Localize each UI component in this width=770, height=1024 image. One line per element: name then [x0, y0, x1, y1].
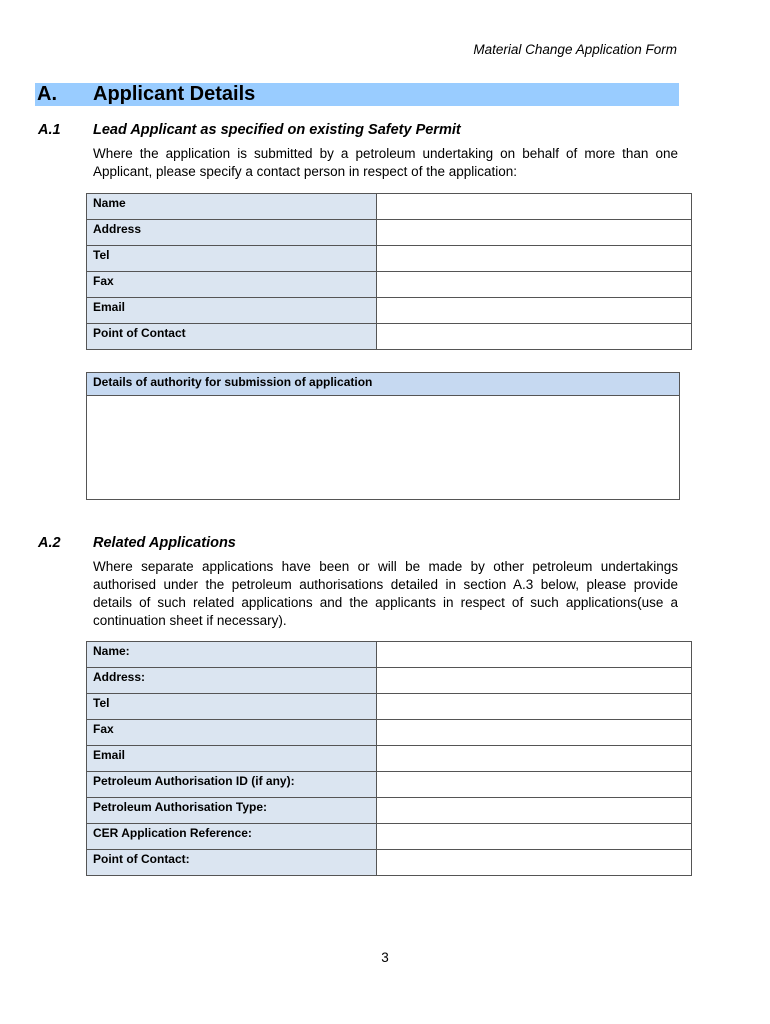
tel-field[interactable]	[377, 246, 692, 272]
table-row	[87, 824, 692, 850]
table-row	[87, 694, 692, 720]
cer-reference-field[interactable]	[377, 824, 692, 850]
table-row	[87, 324, 692, 350]
related-applications-table	[86, 641, 692, 876]
section-title: Applicant Details	[93, 83, 256, 105]
field-label: Petroleum Authorisation Type:	[87, 798, 377, 824]
table-row	[87, 668, 692, 694]
field-label: Petroleum Authorisation ID (if any):	[87, 772, 377, 798]
table-row	[87, 272, 692, 298]
table-row	[87, 298, 692, 324]
field-label: Email	[87, 298, 377, 324]
field-label: Fax	[87, 720, 377, 746]
table-row	[87, 720, 692, 746]
authority-box	[86, 372, 680, 500]
point-of-contact-field[interactable]	[377, 324, 692, 350]
address-field[interactable]	[377, 668, 692, 694]
form-title-header: Material Change Application Form	[473, 42, 677, 57]
address-field[interactable]	[377, 220, 692, 246]
table-row	[87, 798, 692, 824]
table-row	[87, 850, 692, 876]
field-label: Name	[87, 194, 377, 220]
name-field[interactable]	[377, 194, 692, 220]
subsection-text-a2: Where separate applications have been or will be made by other petroleum undertakings authorised under the petroleum authorisations detailed in section A.3 below, please provide details of such related applications and the applicants in respect of such applications(use a continuation sheet if necessary).	[93, 559, 678, 628]
subsection-text-a1: Where the application is submitted by a petroleum undertaking on behalf of more than one Applicant, please specify a contact person in respect of the application:	[93, 146, 678, 179]
point-of-contact-field[interactable]	[377, 850, 692, 876]
field-label: Tel	[87, 246, 377, 272]
lead-applicant-table	[86, 193, 692, 350]
field-label: Address:	[87, 668, 377, 694]
field-label: Point of Contact	[87, 324, 377, 350]
field-label: Fax	[87, 272, 377, 298]
field-label: Point of Contact:	[87, 850, 377, 876]
field-label: Tel	[87, 694, 377, 720]
table-row	[87, 220, 692, 246]
email-field[interactable]	[377, 298, 692, 324]
table-row	[87, 772, 692, 798]
subsection-title-a1: Lead Applicant as specified on existing Safety Permit	[93, 122, 461, 138]
authority-field[interactable]	[87, 396, 679, 496]
field-label: Name:	[87, 642, 377, 668]
field-label: CER Application Reference:	[87, 824, 377, 850]
field-label: Address	[87, 220, 377, 246]
subsection-title-a2: Related Applications	[93, 535, 236, 551]
fax-field[interactable]	[377, 720, 692, 746]
table-row	[87, 642, 692, 668]
tel-field[interactable]	[377, 694, 692, 720]
name-field[interactable]	[377, 642, 692, 668]
section-heading-bar	[35, 83, 679, 106]
field-label: Email	[87, 746, 377, 772]
table-row	[87, 194, 692, 220]
authorisation-id-field[interactable]	[377, 772, 692, 798]
email-field[interactable]	[377, 746, 692, 772]
fax-field[interactable]	[377, 272, 692, 298]
table-row	[87, 746, 692, 772]
subsection-number-a1: A.1	[38, 122, 61, 138]
subsection-number-a2: A.2	[38, 535, 61, 551]
page-number: 3	[381, 950, 389, 965]
section-letter: A.	[37, 83, 57, 105]
table-row	[87, 246, 692, 272]
authority-label: Details of authority for submission of application	[87, 373, 679, 396]
authorisation-type-field[interactable]	[377, 798, 692, 824]
